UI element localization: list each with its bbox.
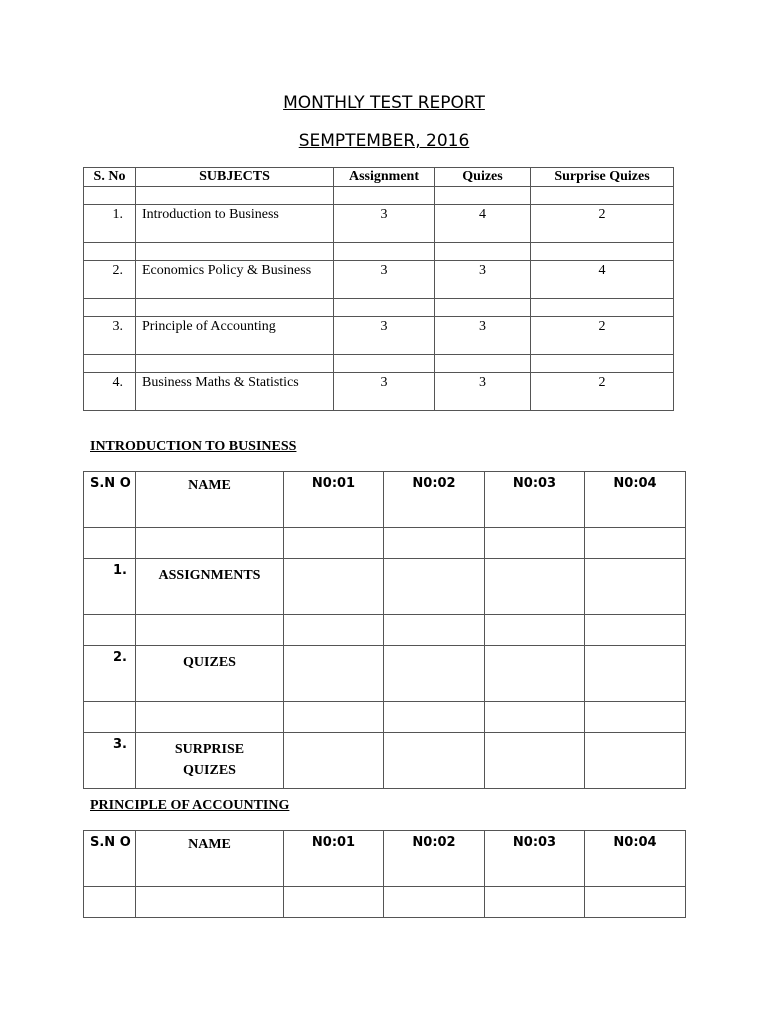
table-row <box>84 373 674 411</box>
table-row <box>84 646 686 702</box>
intro-detail-table <box>83 471 686 789</box>
cell-name <box>136 733 284 789</box>
cell-assignment: 3 <box>334 205 435 243</box>
table-row-spacer <box>84 615 686 646</box>
cell-subject: Economics Policy & Business <box>136 261 334 299</box>
header-no-01: N0:01 <box>284 831 384 887</box>
table-row <box>84 559 686 615</box>
header-no-04: N0:04 <box>585 472 686 528</box>
table-row-spacer <box>84 702 686 733</box>
cell-sno: 1. <box>84 559 136 615</box>
cell-sno: 3. <box>84 733 136 789</box>
table-row <box>84 205 674 243</box>
cell-assignment: 3 <box>334 317 435 355</box>
cell-no-01 <box>284 733 384 789</box>
header-no-03: N0:03 <box>485 472 585 528</box>
cell-sno: 2. <box>84 261 136 299</box>
cell-no-04 <box>585 646 686 702</box>
header-sno: S.N O <box>84 472 136 528</box>
report-title: MONTHLY TEST REPORT <box>283 93 485 113</box>
cell-assignment: 3 <box>334 373 435 411</box>
cell-no-04 <box>585 733 686 789</box>
table-row <box>84 261 674 299</box>
header-subjects: SUBJECTS <box>136 168 334 187</box>
header-surprise-quizes: Surprise Quizes <box>531 168 674 187</box>
section-title-intro: INTRODUCTION TO BUSINESS <box>90 439 297 454</box>
header-no-02: N0:02 <box>384 472 485 528</box>
cell-sno: 3. <box>84 317 136 355</box>
detail-header-row <box>84 472 686 528</box>
table-row <box>84 317 674 355</box>
cell-name: QUIZES <box>136 646 284 702</box>
cell-no-04 <box>585 559 686 615</box>
header-no-04: N0:04 <box>585 831 686 887</box>
cell-assignment: 3 <box>334 261 435 299</box>
summary-table <box>83 167 674 411</box>
table-row-spacer <box>84 299 674 317</box>
header-name: NAME <box>136 472 284 528</box>
cell-surprise: 4 <box>531 261 674 299</box>
header-sno: S.N O <box>84 831 136 887</box>
summary-header-row <box>84 168 674 187</box>
header-no-03: N0:03 <box>485 831 585 887</box>
cell-name: ASSIGNMENTS <box>136 559 284 615</box>
cell-surprise: 2 <box>531 205 674 243</box>
header-sno: S. No <box>84 168 136 187</box>
cell-no-02 <box>384 559 485 615</box>
cell-no-03 <box>485 646 585 702</box>
cell-no-03 <box>485 733 585 789</box>
report-subtitle: SEMPTEMBER, 2016 <box>298 131 470 151</box>
cell-sno: 4. <box>84 373 136 411</box>
cell-name-text: SURPRISE QUIZES <box>174 742 245 778</box>
cell-no-02 <box>384 733 485 789</box>
cell-no-01 <box>284 646 384 702</box>
detail-header-row <box>84 831 686 887</box>
cell-subject: Principle of Accounting <box>136 317 334 355</box>
table-row-spacer <box>84 243 674 261</box>
cell-subject: Introduction to Business <box>136 205 334 243</box>
header-name: NAME <box>136 831 284 887</box>
cell-no-01 <box>284 559 384 615</box>
table-row-spacer <box>84 528 686 559</box>
cell-sno: 2. <box>84 646 136 702</box>
table-row-spacer <box>84 887 686 918</box>
accounting-detail-table <box>83 830 686 918</box>
table-row <box>84 733 686 789</box>
cell-no-03 <box>485 559 585 615</box>
cell-surprise: 2 <box>531 317 674 355</box>
table-row-spacer <box>84 355 674 373</box>
cell-no-02 <box>384 646 485 702</box>
header-quizes: Quizes <box>435 168 531 187</box>
header-no-02: N0:02 <box>384 831 485 887</box>
cell-sno: 1. <box>84 205 136 243</box>
section-title-accounting: PRINCIPLE OF ACCOUNTING <box>90 798 290 813</box>
cell-subject: Business Maths & Statistics <box>136 373 334 411</box>
cell-quizes: 3 <box>435 261 531 299</box>
table-row-spacer <box>84 187 674 205</box>
cell-quizes: 3 <box>435 373 531 411</box>
header-no-01: N0:01 <box>284 472 384 528</box>
header-assignment: Assignment <box>334 168 435 187</box>
cell-quizes: 4 <box>435 205 531 243</box>
cell-quizes: 3 <box>435 317 531 355</box>
cell-surprise: 2 <box>531 373 674 411</box>
